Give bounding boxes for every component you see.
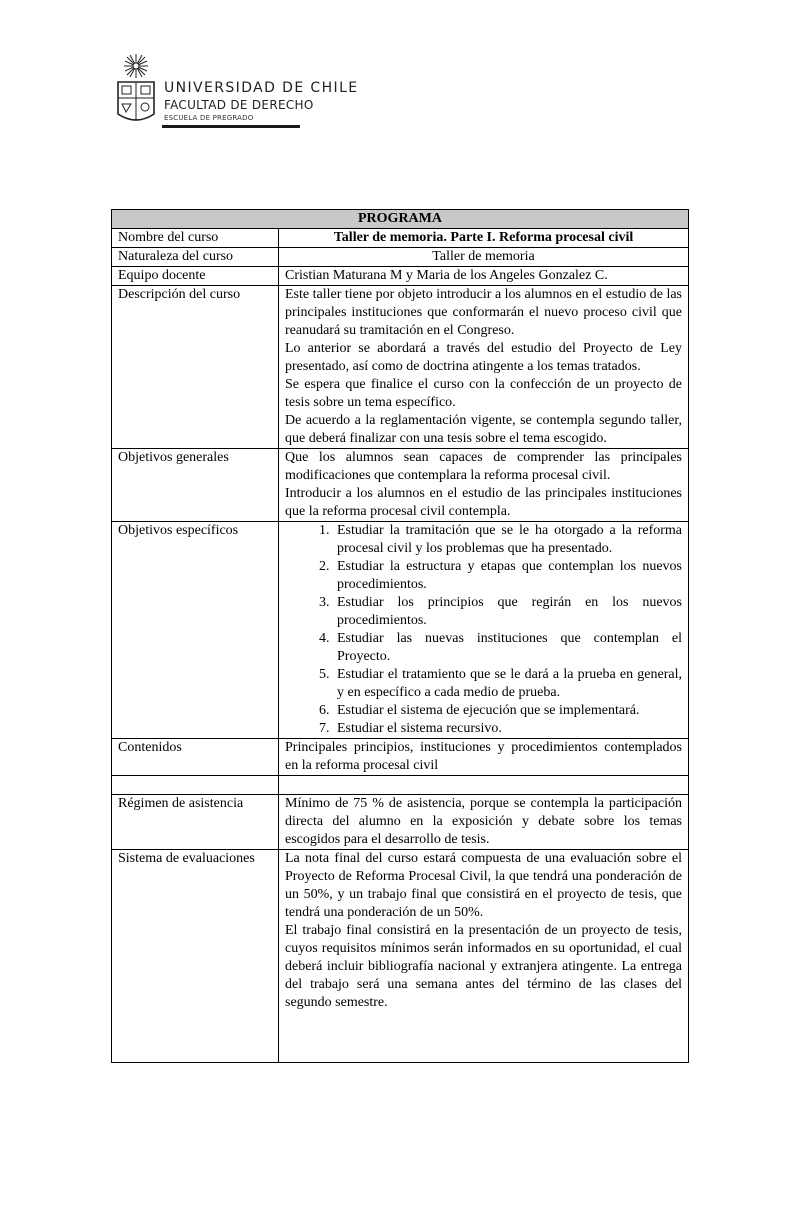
team-label: Equipo docente [112, 267, 279, 286]
description-paragraph: Lo anterior se abordará a través del estudio del Proyecto de Ley presentado, así como de doctrina atingente a los temas tratados. [285, 341, 682, 374]
nature-value: Taller de memoria [279, 248, 689, 267]
table-title-row [112, 210, 689, 229]
university-crest-icon [112, 52, 160, 128]
nature-label: Naturaleza del curso [112, 248, 279, 267]
list-item: 3. Estudiar los principios que regirán en los nuevos procedimientos. [333, 594, 682, 630]
general-objective-paragraph: Que los alumnos sean capaces de comprender las principales modificaciones que contemplara la reforma procesal civil. [285, 450, 682, 483]
empty-cell [112, 776, 279, 795]
list-item: 4. Estudiar las nuevas instituciones que contemplan el Proyecto. [333, 630, 682, 666]
description-paragraph: De acuerdo a la reglamentación vigente, se contempla segundo taller, que deberá finalizar con una tesis sobre el tema escogido. [285, 413, 682, 446]
program-title: PROGRAMA [112, 210, 689, 229]
description-paragraph: Se espera que finalice el curso con la confección de un proyecto de tesis sobre un tema específico. [285, 377, 682, 410]
course-name-value: Taller de memoria. Parte I. Reforma procesal civil [279, 229, 689, 248]
program-table [111, 209, 689, 1063]
specific-objectives-label: Objetivos específicos [112, 522, 279, 739]
evaluation-paragraph: El trabajo final consistirá en la presentación de un proyecto de tesis, cuyos requisitos mínimos serán informados en su oportunidad, el cual deberá incluir bibliografía nacional y extranjera atingente. La entrega del trabajo será una semana antes del término de las clases del segundo semestre. [285, 923, 682, 1010]
list-item: 7. Estudiar el sistema recursivo. [333, 720, 682, 738]
table-row [112, 739, 689, 776]
team-value: Cristian Maturana M y Maria de los Angeles Gonzalez C. [279, 267, 689, 286]
general-objectives-value [279, 449, 689, 522]
table-row [112, 248, 689, 267]
list-item: 5. Estudiar el tratamiento que se le dará a la prueba en general, y en específico a cada medio de prueba. [333, 666, 682, 702]
evaluation-value [279, 850, 689, 1063]
page-header [112, 52, 372, 132]
attendance-label: Régimen de asistencia [112, 795, 279, 850]
table-row [112, 229, 689, 248]
faculty-name: FACULTAD DE DERECHO [164, 98, 314, 112]
evaluation-paragraph: La nota final del curso estará compuesta de una evaluación sobre el Proyecto de Reforma Procesal Civil, la que tendrá una ponderación de un 50%, y un trabajo final que consistirá en el proyecto de tesis, que tendrá una ponderación de un 50%. [285, 851, 682, 920]
empty-cell [279, 776, 689, 795]
general-objectives-label: Objetivos generales [112, 449, 279, 522]
table-row [112, 522, 689, 739]
evaluation-label: Sistema de evaluaciones [112, 850, 279, 1063]
table-row [112, 267, 689, 286]
table-row [112, 850, 689, 1063]
description-paragraph: Este taller tiene por objeto introducir a los alumnos en el estudio de las principales instituciones que conformarán el nuevo proceso civil que reanudará su tramitación en el Congreso. [285, 287, 682, 338]
table-row [112, 286, 689, 449]
description-label: Descripción del curso [112, 286, 279, 449]
university-name: UNIVERSIDAD DE CHILE [164, 80, 359, 96]
table-row-empty [112, 776, 689, 795]
specific-objectives-list [285, 522, 682, 738]
contents-value: Principales principios, instituciones y procedimientos contemplados en la reforma procesal civil [279, 739, 689, 776]
attendance-value: Mínimo de 75 % de asistencia, porque se contempla la participación directa del alumno en la exposición y debate sobre los temas escogidos para el desarrollo de tesis. [279, 795, 689, 850]
list-item: 6. Estudiar el sistema de ejecución que se implementará. [333, 702, 682, 720]
list-item: 1. Estudiar la tramitación que se le ha otorgado a la reforma procesal civil y los problemas que ha presentado. [333, 522, 682, 558]
table-row [112, 449, 689, 522]
description-value [279, 286, 689, 449]
course-name-label: Nombre del curso [112, 229, 279, 248]
header-rule [162, 125, 300, 128]
contents-label: Contenidos [112, 739, 279, 776]
general-objective-paragraph: Introducir a los alumnos en el estudio de las principales instituciones que la reforma procesal civil contempla. [285, 486, 682, 519]
table-row [112, 795, 689, 850]
school-name: ESCUELA DE PREGRADO [164, 114, 254, 122]
specific-objectives-value [279, 522, 689, 739]
list-item: 2. Estudiar la estructura y etapas que contemplan los nuevos procedimientos. [333, 558, 682, 594]
